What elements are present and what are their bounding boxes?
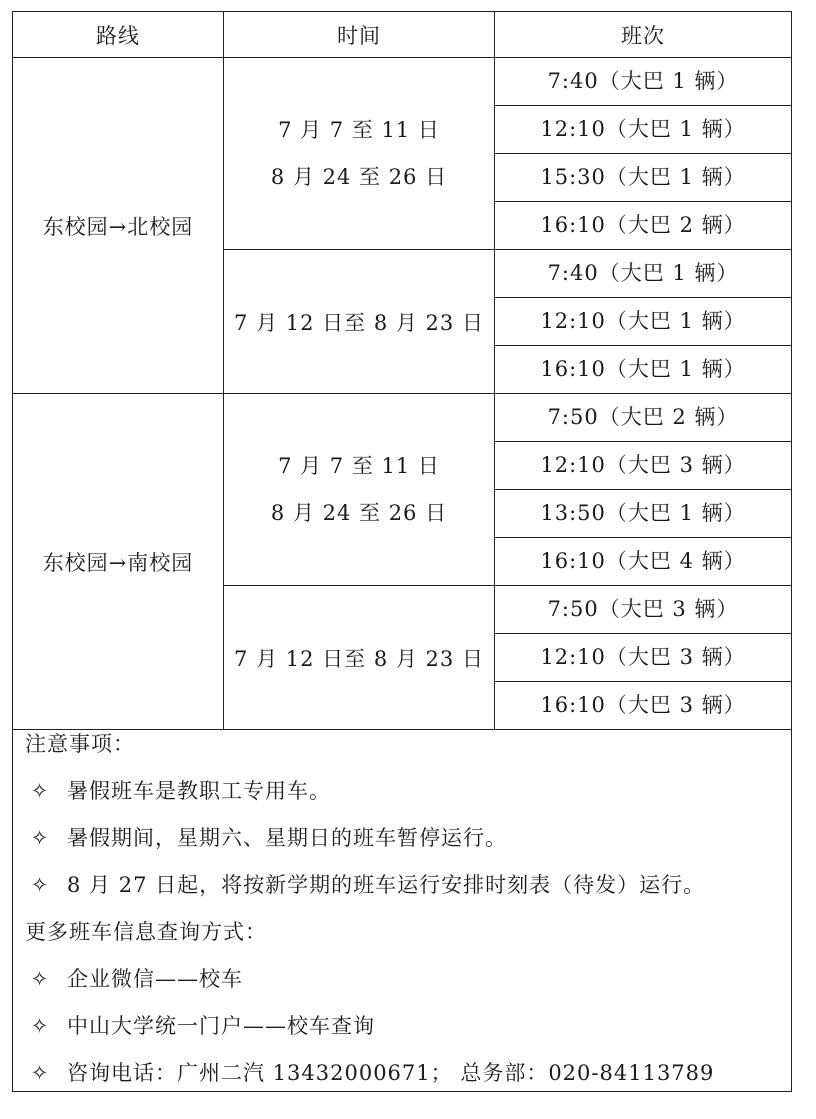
table-row bbox=[13, 58, 792, 106]
slot-cell: 7:50（大巴 2 辆） bbox=[495, 394, 792, 442]
note-item bbox=[25, 869, 705, 899]
note-item bbox=[25, 822, 507, 852]
note-item-text: 8 月 27 日起，将按新学期的班车运行安排时刻表（待发）运行。 bbox=[67, 873, 706, 897]
header-route: 路线 bbox=[13, 12, 224, 58]
period-dates bbox=[224, 586, 495, 730]
period-date-line: 7 月 12 日至 8 月 23 日 bbox=[234, 310, 484, 335]
note-item-text: 暑假期间，星期六、星期日的班车暂停运行。 bbox=[67, 826, 507, 850]
slot-cell: 7:40（大巴 1 辆） bbox=[495, 58, 792, 106]
slot-cell: 15:30（大巴 1 辆） bbox=[495, 154, 792, 202]
sparkle-bullet-icon: ✧ bbox=[30, 779, 50, 803]
notes-section bbox=[12, 716, 792, 1092]
period-date-line: 7 月 7 至 11 日 bbox=[278, 453, 440, 478]
header-time: 时间 bbox=[224, 12, 495, 58]
bus-schedule-table bbox=[12, 11, 792, 730]
sparkle-bullet-icon: ✧ bbox=[30, 826, 50, 850]
slot-cell: 16:10（大巴 1 辆） bbox=[495, 346, 792, 394]
slot-cell: 12:10（大巴 3 辆） bbox=[495, 634, 792, 682]
info-item bbox=[25, 963, 243, 993]
sparkle-bullet-icon: ✧ bbox=[30, 967, 50, 991]
info-item bbox=[25, 1010, 375, 1040]
notes-title: 注意事项： bbox=[25, 732, 135, 756]
info-title: 更多班车信息查询方式： bbox=[25, 920, 267, 944]
slot-cell: 13:50（大巴 1 辆） bbox=[495, 490, 792, 538]
sparkle-bullet-icon: ✧ bbox=[30, 1061, 50, 1085]
route-name-north: 东校园→北校园 bbox=[13, 58, 224, 394]
period-date-line: 7 月 12 日至 8 月 23 日 bbox=[234, 646, 484, 671]
slot-cell: 7:40（大巴 1 辆） bbox=[495, 250, 792, 298]
slot-cell: 7:50（大巴 3 辆） bbox=[495, 586, 792, 634]
slot-cell: 12:10（大巴 1 辆） bbox=[495, 106, 792, 154]
period-dates bbox=[224, 250, 495, 394]
info-item-text: 企业微信——校车 bbox=[67, 967, 243, 991]
period-date-line: 8 月 24 至 26 日 bbox=[270, 500, 448, 525]
slot-cell: 12:10（大巴 1 辆） bbox=[495, 298, 792, 346]
slot-cell: 12:10（大巴 3 辆） bbox=[495, 442, 792, 490]
period-dates bbox=[224, 58, 495, 250]
info-item-text: 中山大学统一门户——校车查询 bbox=[67, 1014, 375, 1038]
info-item bbox=[25, 1057, 714, 1087]
slot-cell: 16:10（大巴 2 辆） bbox=[495, 202, 792, 250]
table-row bbox=[13, 394, 792, 442]
sparkle-bullet-icon: ✧ bbox=[30, 1014, 50, 1038]
note-item bbox=[25, 775, 331, 805]
period-date-line: 8 月 24 至 26 日 bbox=[270, 164, 448, 189]
table-header-row bbox=[13, 12, 792, 58]
header-slots: 班次 bbox=[495, 12, 792, 58]
period-date-line: 7 月 7 至 11 日 bbox=[278, 117, 440, 142]
slot-cell: 16:10（大巴 4 辆） bbox=[495, 538, 792, 586]
period-dates bbox=[224, 394, 495, 586]
info-item-text: 咨询电话：广州二汽 13432000671； 总务部：020-84113789 bbox=[67, 1061, 715, 1085]
sparkle-bullet-icon: ✧ bbox=[30, 873, 50, 897]
route-name-south: 东校园→南校园 bbox=[13, 394, 224, 730]
slot-cell: 16:10（大巴 3 辆） bbox=[495, 682, 792, 730]
note-item-text: 暑假班车是教职工专用车。 bbox=[67, 779, 331, 803]
